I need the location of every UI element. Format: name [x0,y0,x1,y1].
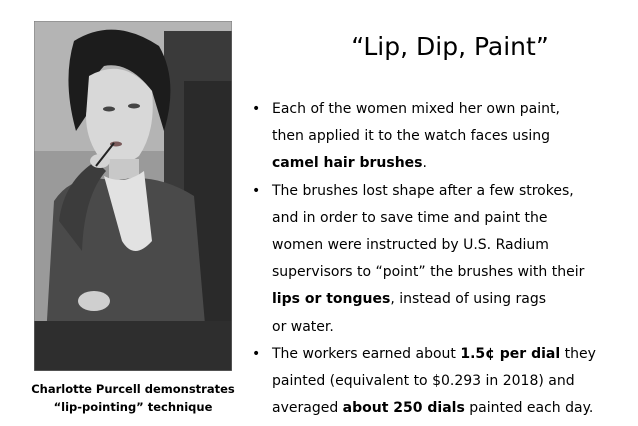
bullet-text-line: women were instructed by U.S. Radium [272,237,549,254]
bold-emphasis: about 250 dials [342,400,465,417]
bullet-text-fragment: The workers earned about [272,345,461,362]
caption-line-1: Charlotte Purcell demonstrates [31,382,235,396]
bullet-text-line [272,395,620,422]
bullet-text-fragment: , instead of using rags [390,291,547,308]
bullet-text-line: painted (equivalent to $0.293 in 2018) and [272,373,575,390]
bullet-text-line: or water. [272,318,334,335]
bullet-text-line: then applied it to the watch faces using [272,128,551,145]
bullet-item-lip-pointing [250,178,620,341]
bullet-text-fragment: . [422,155,427,172]
bullet-dot: • [252,101,261,117]
bullet-text-line: and in order to save time and paint the [272,209,548,226]
slide-title: “Lip, Dip, Paint” [351,32,549,61]
historical-photo [34,21,232,371]
photo-illustration [34,21,232,371]
bullet-text-line: The brushes lost shape after a few strokes, [272,182,574,199]
bullet-text-line: supervisors to “point” the brushes with their [272,264,585,281]
caption-line-2: “lip-pointing” technique [53,400,213,414]
bullet-text-line: Each of the women mixed her own paint, [272,101,560,117]
photo-caption [30,380,236,416]
bold-emphasis: 1.5¢ per dial [460,345,561,362]
bullet-text-fragment: averaged [272,400,343,417]
bullet-item-earnings [250,341,620,423]
bullet-text-line [272,341,620,368]
bold-emphasis: lips or tongues [272,291,391,308]
bullet-text-line [272,286,620,313]
bullet-dot: • [252,345,261,362]
bullet-list [250,96,620,422]
bold-emphasis: camel hair brushes [272,155,423,172]
bullet-text-line [272,150,620,177]
bullet-text-fragment: painted each day. [464,400,594,417]
bullet-dot: • [252,182,261,199]
bullet-item-paint-mixing [250,96,620,178]
bullet-text-fragment: they [560,345,596,362]
